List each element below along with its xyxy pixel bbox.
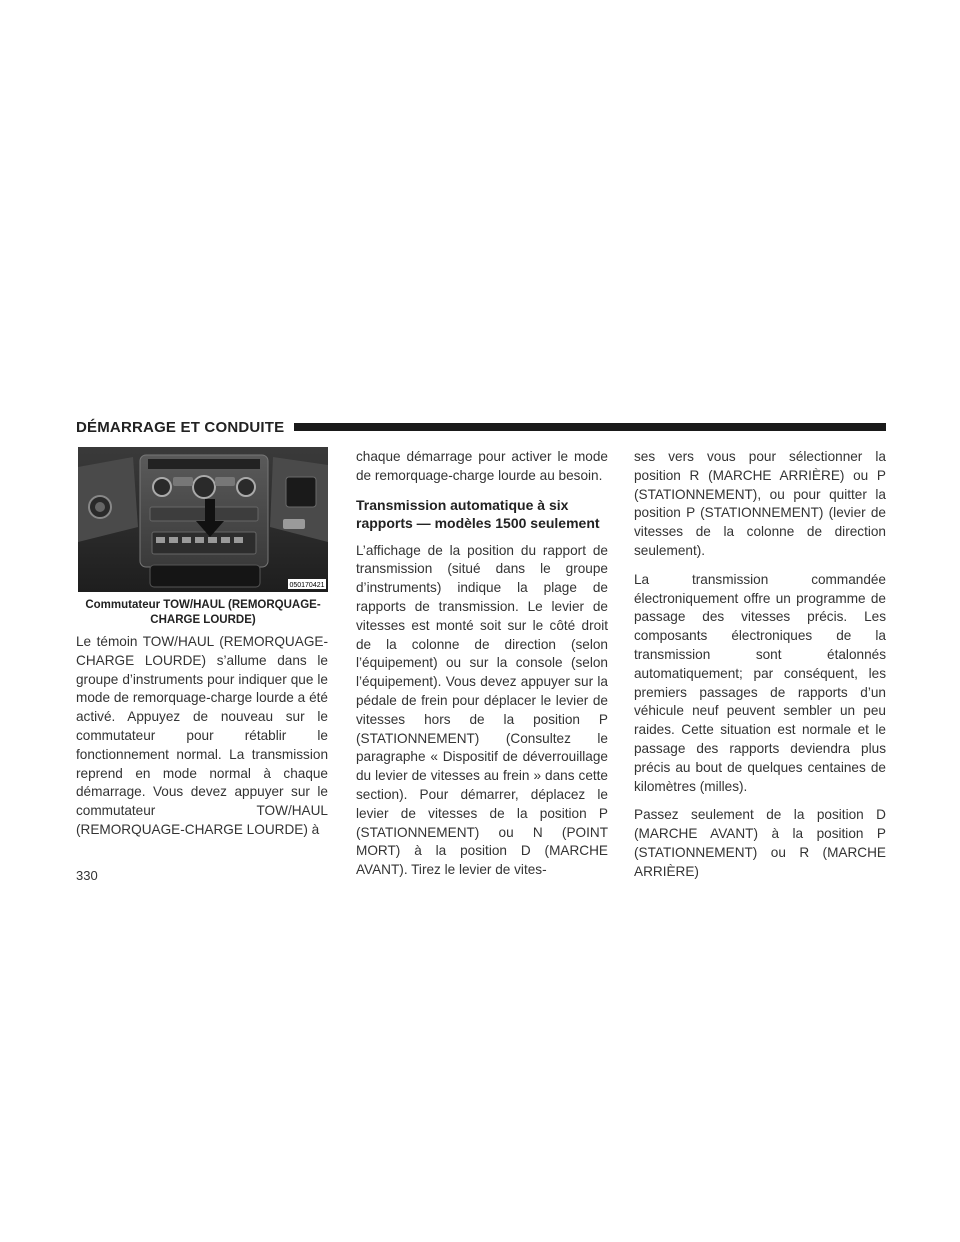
paragraph: La transmission commandée électroniquement offre un programme de passage des vitesses précis. Les composants électroniques de la transmission sont étalonnés automatiquement; par conséquent, les premiers passages de rapports d’un véhicule neuf peuvent sembler un peu raides. Cette situation est normale et le passage des rapports deviendra plus précis au bout de quelques centaines de kilomètres (milles). xyxy=(634,571,886,794)
header-rule xyxy=(294,423,886,431)
section-heading: Transmission automatique à six rapports — modèles 1500 seulement xyxy=(356,496,600,531)
figure-id-label: 050170421 xyxy=(289,582,325,589)
paragraph: Le témoin TOW/HAUL (REMORQUAGE-CHARGE LOURDE) s’allume dans le groupe d’instruments pour indiquer que le mode de remorquage-charge lourde a été activé. Appuyez de nouveau sur le commutateur pour rétablir le fonctionnement normal. La transmission reprend en mode normal à chaque démarrage. Vous devez appuyer sur le commutateur TOW/HAUL (REMORQUAGE-CHARGE LOURDE) à xyxy=(76,634,328,837)
text-column-2 xyxy=(356,448,608,890)
caption-line-2: CHARGE LOURDE) xyxy=(150,614,256,626)
figure-caption xyxy=(78,598,328,628)
text-column-3 xyxy=(634,448,886,892)
paragraph: Passez seulement de la position D (MARCHE AVANT) à la position P (STATIONNEMENT) ou R (MARCHE ARRIÈRE) xyxy=(634,807,886,879)
section-header xyxy=(76,416,886,438)
section-title: DÉMARRAGE ET CONDUITE xyxy=(76,418,285,436)
page-number: 330 xyxy=(76,868,98,883)
caption-line-1: Commutateur TOW/HAUL (REMORQUAGE- xyxy=(85,599,321,611)
paragraph: ses vers vous pour sélectionner la position R (MARCHE ARRIÈRE) ou P (STATIONNEMENT), ou pour quitter la position P (STATIONNEMENT) (levier de vitesses de la colonne de direction seulement). xyxy=(634,449,886,558)
text-column-1 xyxy=(76,633,328,850)
towhaul-switch-photo xyxy=(78,447,328,592)
dashboard-illustration xyxy=(78,447,328,592)
paragraph: chaque démarrage pour activer le mode de remorquage-charge lourde au besoin. xyxy=(356,449,608,483)
paragraph: L’affichage de la position du rapport de transmission (situé dans le groupe d’instruments) indique la plage de rapports de transmission. Le levier de vitesses est monté soit sur le côté droit de la colonne de direction (selon l’équipement) ou sur la console (selon l’équipement). Vous devez appuyer sur la pédale de frein pour déplacer le levier de vitesses hors de la position P (STATIONNEMENT) (Consultez le paragraphe « Dispositif de déverrouillage du levier de vitesses au frein » dans cette section). Pour démarrer, déplacez le levier de vitesses de la position P (STATIONNEMENT) ou N (POINT MORT) à la position D (MARCHE AVANT). Tirez le levier de vites- xyxy=(356,542,608,878)
